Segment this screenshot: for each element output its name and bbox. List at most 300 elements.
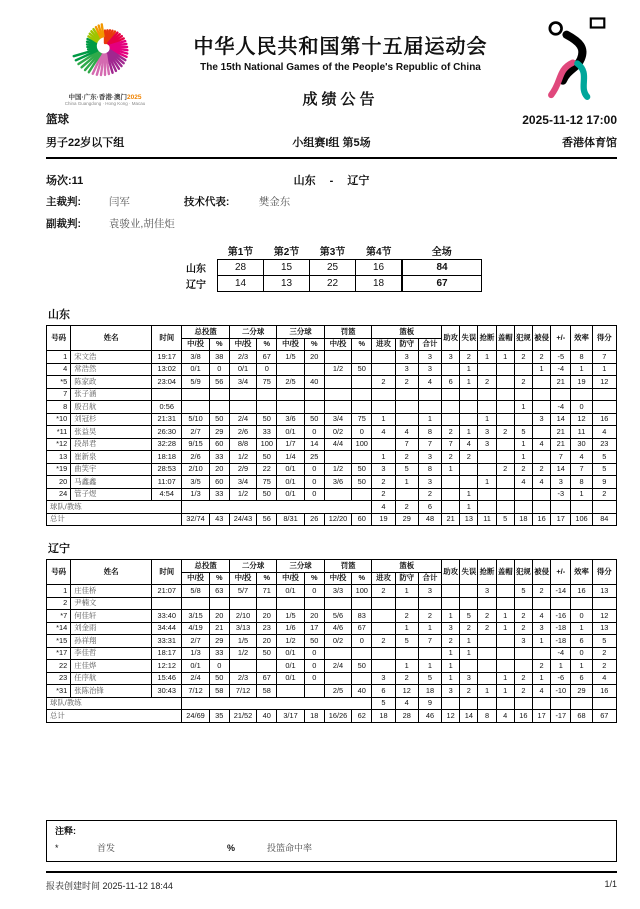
stat-cell [324,647,351,660]
player-number: 23 [47,672,71,685]
stat-cell: 3/8 [182,351,209,364]
stat-cell: 5 [514,585,532,598]
q2-header: 第2节 [273,247,300,258]
stat-cell: 3 [442,622,460,635]
stat-cell [478,401,496,414]
column-header: 总投篮 [182,326,229,339]
stat-cell: 18 [418,685,441,698]
stat-cell: 7/12 [182,685,209,698]
column-header: 总投篮 [182,560,229,573]
stat-cell: 0/1 [277,476,304,489]
stat-cell: 21:07 [152,585,182,598]
stat-cell: 2 [478,622,496,635]
away-box-team-label: 辽宁 [48,543,70,555]
stat-cell [372,622,395,635]
stat-cell: 12 [571,413,592,426]
column-header: 效率 [571,560,592,585]
stat-cell: 2 [478,376,496,389]
stat-cell: 7 [395,438,418,451]
stat-cell: 4 [533,438,551,451]
column-header: 姓名 [71,326,152,351]
stat-cell: 4/6 [324,622,351,635]
stat-cell [352,401,372,414]
stat-cell: 1 [418,413,441,426]
stat-cell: -16 [551,610,571,623]
stat-cell: 21:31 [152,413,182,426]
stat-cell: 3 [460,672,478,685]
stat-cell: 5 [395,635,418,648]
stat-cell [372,401,395,414]
stat-cell [372,597,395,610]
stat-cell: 50 [209,672,229,685]
stat-cell [442,388,460,401]
player-name: 李佳哲 [71,647,152,660]
column-subheader: 中/投 [324,572,351,585]
column-subheader: 防守 [395,338,418,351]
stat-cell: 0/1 [182,363,209,376]
stat-cell: 1/7 [277,438,304,451]
total-stat-cell: 11 [478,513,496,526]
stat-cell: 18:18 [152,451,182,464]
stat-cell: 3/15 [182,610,209,623]
player-name: 庄佳桥 [71,585,152,598]
stat-cell: 1/2 [229,451,256,464]
stat-cell [229,401,256,414]
stat-cell [182,388,209,401]
stat-cell: 58 [209,685,229,698]
stat-cell: 1 [514,401,532,414]
stat-cell [324,488,351,501]
stat-cell: 1 [551,660,571,673]
stat-cell: 29 [209,426,229,439]
stat-cell: 63 [209,585,229,598]
player-number: *19 [47,463,71,476]
stat-cell [478,488,496,501]
stat-cell [496,413,514,426]
player-number: 13 [47,451,71,464]
stat-cell: 20 [209,610,229,623]
percent-meaning: 投篮命中率 [267,843,313,853]
q1-header: 第1节 [227,247,254,258]
stat-cell: 12 [592,610,616,623]
stat-cell: 2 [514,351,532,364]
stat-cell [514,501,532,514]
stat-cell [514,413,532,426]
stat-cell: 0 [571,401,592,414]
stat-cell: 4/4 [324,438,351,451]
stat-cell: 3 [533,622,551,635]
column-header: 时间 [152,326,182,351]
page-number: 1/1 [604,879,617,889]
stat-cell: 50 [352,363,372,376]
stat-cell: 1/2 [229,488,256,501]
stat-cell [442,413,460,426]
stat-cell: 1 [478,351,496,364]
stat-cell: 5/10 [182,413,209,426]
stat-cell: 75 [257,376,277,389]
box-score-section-away [46,540,617,723]
sport-pictogram [517,14,617,109]
column-subheader: 中/投 [229,338,256,351]
stat-cell [496,388,514,401]
player-name: 殷召航 [71,401,152,414]
column-header: 三分球 [277,326,324,339]
stat-cell: 8 [418,463,441,476]
stat-cell: 3 [418,451,441,464]
player-row [47,363,617,376]
stat-cell [209,401,229,414]
stat-cell [514,660,532,673]
stat-cell [372,610,395,623]
stat-cell: 21 [551,376,571,389]
stat-cell: 2/6 [182,451,209,464]
stat-cell: 2/7 [182,426,209,439]
stat-cell: 50 [352,660,372,673]
stat-cell: 9 [592,476,616,489]
stat-cell: 71 [257,585,277,598]
stat-cell [478,463,496,476]
stat-cell: 3 [372,672,395,685]
column-header: 时间 [152,560,182,585]
stat-cell: 4 [533,610,551,623]
player-row [47,463,617,476]
stat-cell [496,660,514,673]
stat-cell: 2 [395,672,418,685]
column-subheader: % [257,338,277,351]
stat-cell [372,438,395,451]
stat-cell [533,488,551,501]
stat-cell: 1 [395,585,418,598]
stat-cell: 5/7 [229,585,256,598]
column-header: 被侵 [533,326,551,351]
stat-cell: -4 [551,647,571,660]
away-quarter-row [162,276,482,292]
stat-cell [182,401,209,414]
player-name: 段昂君 [71,438,152,451]
stat-cell [533,376,551,389]
stat-cell: 2 [514,672,532,685]
stat-cell: 1 [418,660,441,673]
stat-cell: 60 [209,438,229,451]
stat-cell [551,388,571,401]
stat-cell: 2 [395,451,418,464]
away-team: 辽宁 [347,175,370,187]
chief-referee-label: 主裁判: [46,196,81,208]
player-name: 崔新泉 [71,451,152,464]
stat-cell: 1 [592,363,616,376]
stat-cell: -6 [551,672,571,685]
stat-cell [277,388,304,401]
stat-cell: -3 [551,488,571,501]
games-logo [46,14,164,106]
column-subheader: 中/投 [324,338,351,351]
stat-cell [533,401,551,414]
games-logo-icon [60,14,150,86]
stat-cell: 75 [352,413,372,426]
stat-cell: 4 [460,438,478,451]
footer-divider [46,871,617,873]
stat-cell: 5 [418,672,441,685]
stat-cell: 1/5 [229,635,256,648]
merged-blank-cell [182,697,372,710]
stat-cell: 5/9 [182,376,209,389]
total-stat-cell: 68 [571,710,592,723]
total-stat-cell: 3/17 [277,710,304,723]
total-stat-cell: 62 [352,710,372,723]
total-stat-cell: 17 [551,513,571,526]
footer-row [46,879,617,892]
stat-cell [478,597,496,610]
player-row [47,376,617,389]
stat-cell [257,660,277,673]
stat-cell: 18:17 [152,647,182,660]
stat-cell: 2 [395,610,418,623]
score-cell: 28 [218,260,264,276]
player-row [47,438,617,451]
stat-cell: 0 [304,463,324,476]
column-subheader: 进攻 [372,338,395,351]
column-subheader: 中/投 [229,572,256,585]
stat-cell [277,401,304,414]
stat-cell: 2 [395,501,418,514]
stat-cell: 3 [478,426,496,439]
percent-symbol: % [227,843,236,853]
round-number: 场次:11 [46,175,84,187]
player-number: *17 [47,647,71,660]
column-header: 抢断 [478,326,496,351]
stat-cell [460,585,478,598]
stat-cell [209,388,229,401]
stat-cell: 2 [514,463,532,476]
stat-cell: 1 [478,685,496,698]
total-stat-cell: 18 [372,710,395,723]
stat-cell: 1/5 [277,351,304,364]
stat-cell: 2/5 [324,685,351,698]
stat-cell [478,647,496,660]
total-stat-cell: 18 [514,513,532,526]
stat-cell: 1/3 [182,647,209,660]
column-subheader: % [352,572,372,585]
stat-cell: -18 [551,622,571,635]
stat-cell: 6 [442,376,460,389]
stat-cell: 9 [418,697,441,710]
stat-cell [496,697,514,710]
stat-cell [352,597,372,610]
stat-cell: 1 [372,451,395,464]
stat-cell: 3/6 [277,413,304,426]
stat-cell: 1 [478,413,496,426]
team-coach-row [47,501,617,514]
stat-cell: -14 [551,585,571,598]
stat-cell [533,501,551,514]
stat-cell: 2 [372,488,395,501]
column-header: 失误 [460,326,478,351]
player-name: 孙祥翔 [71,635,152,648]
stat-cell [152,388,182,401]
stat-cell: 1 [418,622,441,635]
column-subheader: % [209,572,229,585]
stat-cell: 4 [533,685,551,698]
stat-cell: 1/2 [277,635,304,648]
stat-cell: 0/2 [324,635,351,648]
stat-cell: 21 [551,438,571,451]
score-cell: 25 [310,260,356,276]
stat-cell [533,597,551,610]
stat-cell: 1 [460,488,478,501]
stat-cell: 3 [395,363,418,376]
stat-cell: 50 [304,635,324,648]
total-stat-cell: 21/52 [229,710,256,723]
total-stat-cell: 8 [478,710,496,723]
stat-cell: 3 [478,438,496,451]
stat-cell [496,476,514,489]
player-row [47,660,617,673]
stat-cell: 4 [592,672,616,685]
stat-cell: 2 [442,451,460,464]
notes-label: 注释: [55,826,76,836]
stat-cell: 3 [533,413,551,426]
stat-cell: 4/19 [182,622,209,635]
stat-cell [229,597,256,610]
stat-cell: 6 [418,501,441,514]
stat-cell: 8 [571,476,592,489]
stat-cell: 21 [551,426,571,439]
stat-cell: 100 [352,585,372,598]
column-subheader: % [304,338,324,351]
stat-cell [460,597,478,610]
column-subheader: 中/投 [277,338,304,351]
stat-cell: 2/6 [229,426,256,439]
column-header: 号码 [47,326,71,351]
stat-cell: 6 [571,672,592,685]
stat-cell: 2 [372,476,395,489]
stat-cell: 33 [209,451,229,464]
stat-cell: 8 [418,426,441,439]
stat-cell [496,501,514,514]
column-subheader: 中/投 [182,338,209,351]
stat-cell [533,451,551,464]
stat-cell: 2/10 [229,610,256,623]
stat-cell: 14 [551,463,571,476]
team-coach-row [47,697,617,710]
starter-symbol: * [55,843,59,853]
stat-cell: 3 [372,463,395,476]
stat-cell: 0/1 [182,660,209,673]
stat-cell [324,388,351,401]
total-stat-cell: 28 [395,710,418,723]
stat-cell: 38 [209,351,229,364]
column-header: 姓名 [71,560,152,585]
stat-cell: 2 [442,635,460,648]
player-number: *12 [47,438,71,451]
stat-cell: 1 [395,476,418,489]
stat-cell [496,438,514,451]
total-stat-cell: 12/20 [324,513,351,526]
player-number: 1 [47,585,71,598]
stat-cell [460,413,478,426]
stat-cell: 0/1 [277,647,304,660]
stat-cell [442,585,460,598]
stat-cell: 58 [257,685,277,698]
stat-cell [352,388,372,401]
stat-cell: 1/5 [277,610,304,623]
stat-cell: 20 [209,463,229,476]
total-stat-cell: 24/43 [229,513,256,526]
stat-cell: 5 [592,463,616,476]
stat-cell: 7 [442,438,460,451]
stat-cell: 2 [533,463,551,476]
stat-cell: 2 [460,351,478,364]
report-created: 报表创建时间 2025-11-12 18:44 [46,881,173,891]
stat-cell: 3/13 [229,622,256,635]
stat-cell [533,697,551,710]
stat-cell: 5/8 [182,585,209,598]
stat-cell: 2/10 [182,463,209,476]
player-name: 常浩然 [71,363,152,376]
quarter-header-row [162,242,482,260]
stat-cell: 100 [257,438,277,451]
stat-cell: 2/7 [182,635,209,648]
stat-cell [478,697,496,710]
total-stat-cell: 16 [533,513,551,526]
home-team-label: 山东 [186,264,206,275]
stat-cell [592,597,616,610]
stat-cell: 9/15 [182,438,209,451]
stat-cell: 2 [514,622,532,635]
stat-cell: 0 [304,476,324,489]
stat-cell: -18 [551,635,571,648]
stat-cell [460,401,478,414]
stat-cell: 5 [395,463,418,476]
stat-cell: 1 [496,622,514,635]
stat-cell: 50 [257,451,277,464]
total-stat-cell: 17 [533,710,551,723]
player-row [47,488,617,501]
stat-cell [496,363,514,376]
stat-cell: 4 [592,426,616,439]
player-number: *14 [47,622,71,635]
stat-cell: 67 [257,351,277,364]
stat-cell [551,697,571,710]
stat-cell [277,685,304,698]
stat-cell: 13 [592,622,616,635]
stat-cell: 1 [571,488,592,501]
column-header: 二分球 [229,326,276,339]
stat-cell: 0 [352,635,372,648]
quarter-scores-table [162,242,482,292]
stat-cell: 1 [571,660,592,673]
stat-cell: 50 [352,463,372,476]
assistant-referees-label: 副裁判: [46,218,81,230]
stat-cell: 28:53 [152,463,182,476]
stat-cell: 19 [571,376,592,389]
column-header: 盖帽 [496,326,514,351]
stat-cell: 3/3 [324,585,351,598]
column-subheader: 中/投 [182,572,209,585]
stat-cell: 0:56 [152,401,182,414]
stat-cell: 83 [352,610,372,623]
stat-cell: 2 [478,610,496,623]
total-stat-cell: 40 [257,710,277,723]
stat-cell: 2 [372,635,395,648]
player-name: 陈家政 [71,376,152,389]
stat-cell: 16 [592,685,616,698]
stat-cell [496,635,514,648]
stat-cell: 7 [592,351,616,364]
stat-cell [418,401,441,414]
stat-cell [229,388,256,401]
total-stat-cell: 32/74 [182,513,209,526]
